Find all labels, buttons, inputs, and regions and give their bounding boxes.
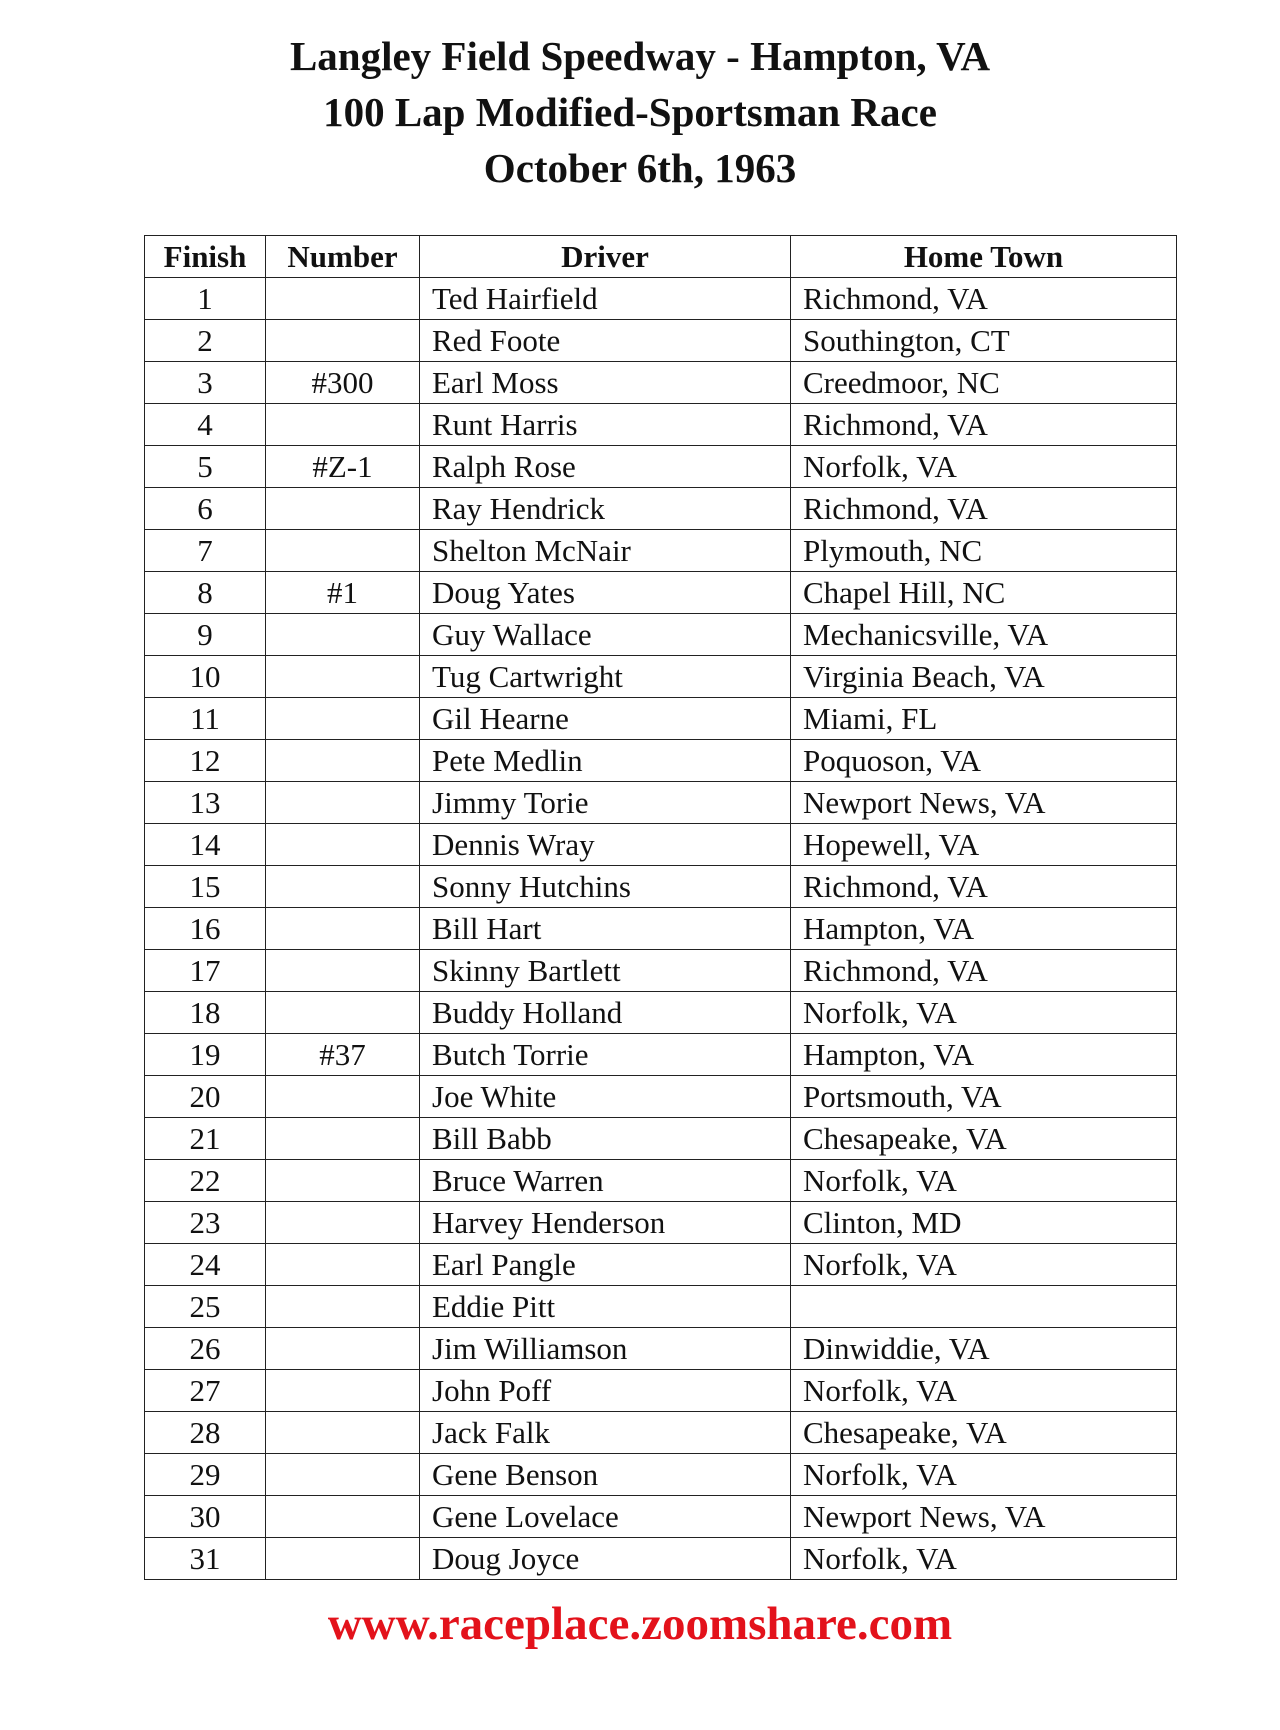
table-row [145,656,1177,698]
table-row [145,1202,1177,1244]
driver-cell: Pete Medlin [420,740,791,782]
number-cell [266,1328,420,1370]
table-row [145,614,1177,656]
driver-cell: Eddie Pitt [420,1286,791,1328]
home-town-cell: Richmond, VA [791,866,1177,908]
finish-cell: 23 [145,1202,266,1244]
number-cell [266,1076,420,1118]
finish-cell: 21 [145,1118,266,1160]
driver-cell: Gene Benson [420,1454,791,1496]
table-row [145,866,1177,908]
table-row [145,446,1177,488]
table-row [145,1076,1177,1118]
table-row [145,1118,1177,1160]
number-cell [266,530,420,572]
finish-cell: 16 [145,908,266,950]
home-town-cell: Newport News, VA [791,782,1177,824]
home-town-cell: Chesapeake, VA [791,1412,1177,1454]
number-cell [266,698,420,740]
home-town-cell: Norfolk, VA [791,446,1177,488]
title-race: 100 Lap Modified-Sportsman Race [323,89,937,135]
table-row [145,824,1177,866]
driver-cell: Ted Hairfield [420,278,791,320]
driver-cell: Doug Yates [420,572,791,614]
number-cell [266,908,420,950]
finish-cell: 14 [145,824,266,866]
table-row [145,1454,1177,1496]
driver-cell: Gil Hearne [420,698,791,740]
finish-cell: 11 [145,698,266,740]
number-cell [266,866,420,908]
finish-cell: 30 [145,1496,266,1538]
home-town-cell: Norfolk, VA [791,1454,1177,1496]
home-town-cell: Dinwiddie, VA [791,1328,1177,1370]
table-row [145,362,1177,404]
table-row [145,572,1177,614]
driver-cell: Earl Moss [420,362,791,404]
table-row [145,698,1177,740]
driver-cell: Buddy Holland [420,992,791,1034]
table-row [145,530,1177,572]
driver-cell: Bill Hart [420,908,791,950]
table-row [145,1034,1177,1076]
home-town-cell: Miami, FL [791,698,1177,740]
table-row [145,782,1177,824]
column-header-home-town: Home Town [791,236,1177,278]
number-cell [266,950,420,992]
driver-cell: Butch Torrie [420,1034,791,1076]
table-row [145,1328,1177,1370]
number-cell [266,1370,420,1412]
driver-cell: Shelton McNair [420,530,791,572]
home-town-cell: Hampton, VA [791,908,1177,950]
home-town-cell: Richmond, VA [791,278,1177,320]
number-cell [266,488,420,530]
home-town-cell: Creedmoor, NC [791,362,1177,404]
number-cell [266,1412,420,1454]
driver-cell: Jim Williamson [420,1328,791,1370]
number-cell [266,824,420,866]
finish-cell: 20 [145,1076,266,1118]
driver-cell: Guy Wallace [420,614,791,656]
driver-cell: John Poff [420,1370,791,1412]
number-cell: #1 [266,572,420,614]
title-track: Langley Field Speedway - Hampton, VA [289,33,991,79]
table-row [145,1496,1177,1538]
driver-cell: Bill Babb [420,1118,791,1160]
table-row [145,740,1177,782]
number-cell [266,992,420,1034]
driver-cell: Joe White [420,1076,791,1118]
column-header-number: Number [266,236,420,278]
finish-cell: 24 [145,1244,266,1286]
title-date: October 6th, 1963 [483,145,797,191]
number-cell [266,1286,420,1328]
table-header-row [145,236,1177,278]
home-town-cell: Newport News, VA [791,1496,1177,1538]
number-cell [266,782,420,824]
home-town-cell: Clinton, MD [791,1202,1177,1244]
driver-cell: Bruce Warren [420,1160,791,1202]
finish-cell: 8 [145,572,266,614]
results-body [145,278,1177,1580]
table-row [145,1370,1177,1412]
website-url: www.raceplace.zoomshare.com [327,1598,953,1650]
table-row [145,278,1177,320]
number-cell [266,656,420,698]
finish-cell: 4 [145,404,266,446]
home-town-cell: Richmond, VA [791,488,1177,530]
finish-cell: 19 [145,1034,266,1076]
number-cell [266,1454,420,1496]
number-cell [266,1160,420,1202]
home-town-cell: Richmond, VA [791,404,1177,446]
home-town-cell: Mechanicsville, VA [791,614,1177,656]
finish-cell: 31 [145,1538,266,1580]
home-town-cell: Hopewell, VA [791,824,1177,866]
results-table [144,235,1177,1580]
driver-cell: Earl Pangle [420,1244,791,1286]
table-row [145,1286,1177,1328]
home-town-cell: Hampton, VA [791,1034,1177,1076]
finish-cell: 7 [145,530,266,572]
finish-cell: 12 [145,740,266,782]
home-town-cell: Virginia Beach, VA [791,656,1177,698]
finish-cell: 25 [145,1286,266,1328]
number-cell [266,1538,420,1580]
column-header-finish: Finish [145,236,266,278]
finish-cell: 28 [145,1412,266,1454]
table-row [145,950,1177,992]
number-cell [266,740,420,782]
finish-cell: 18 [145,992,266,1034]
home-town-cell [791,1286,1177,1328]
finish-cell: 13 [145,782,266,824]
driver-cell: Jimmy Torie [420,782,791,824]
table-row [145,908,1177,950]
home-town-cell: Chesapeake, VA [791,1118,1177,1160]
finish-cell: 10 [145,656,266,698]
number-cell: #300 [266,362,420,404]
finish-cell: 3 [145,362,266,404]
table-row [145,1412,1177,1454]
finish-cell: 15 [145,866,266,908]
table-row [145,1538,1177,1580]
finish-cell: 26 [145,1328,266,1370]
table-row [145,404,1177,446]
home-town-cell: Poquoson, VA [791,740,1177,782]
finish-cell: 22 [145,1160,266,1202]
number-cell [266,1118,420,1160]
table-row [145,1160,1177,1202]
number-cell [266,320,420,362]
home-town-cell: Richmond, VA [791,950,1177,992]
driver-cell: Runt Harris [420,404,791,446]
driver-cell: Dennis Wray [420,824,791,866]
finish-cell: 2 [145,320,266,362]
finish-cell: 6 [145,488,266,530]
table-row [145,992,1177,1034]
table-row [145,320,1177,362]
driver-cell: Skinny Bartlett [420,950,791,992]
driver-cell: Sonny Hutchins [420,866,791,908]
home-town-cell: Plymouth, NC [791,530,1177,572]
driver-cell: Harvey Henderson [420,1202,791,1244]
driver-cell: Ray Hendrick [420,488,791,530]
finish-cell: 17 [145,950,266,992]
driver-cell: Red Foote [420,320,791,362]
home-town-cell: Norfolk, VA [791,1370,1177,1412]
finish-cell: 5 [145,446,266,488]
table-row [145,1244,1177,1286]
number-cell [266,404,420,446]
number-cell: #37 [266,1034,420,1076]
table-row [145,488,1177,530]
number-cell [266,614,420,656]
home-town-cell: Chapel Hill, NC [791,572,1177,614]
number-cell [266,1244,420,1286]
number-cell: #Z-1 [266,446,420,488]
home-town-cell: Norfolk, VA [791,1538,1177,1580]
number-cell [266,1202,420,1244]
driver-cell: Jack Falk [420,1412,791,1454]
finish-cell: 1 [145,278,266,320]
driver-cell: Gene Lovelace [420,1496,791,1538]
home-town-cell: Southington, CT [791,320,1177,362]
home-town-cell: Portsmouth, VA [791,1076,1177,1118]
number-cell [266,278,420,320]
column-header-driver: Driver [420,236,791,278]
driver-cell: Ralph Rose [420,446,791,488]
driver-cell: Doug Joyce [420,1538,791,1580]
finish-cell: 9 [145,614,266,656]
finish-cell: 29 [145,1454,266,1496]
home-town-cell: Norfolk, VA [791,1160,1177,1202]
driver-cell: Tug Cartwright [420,656,791,698]
home-town-cell: Norfolk, VA [791,1244,1177,1286]
finish-cell: 27 [145,1370,266,1412]
home-town-cell: Norfolk, VA [791,992,1177,1034]
number-cell [266,1496,420,1538]
